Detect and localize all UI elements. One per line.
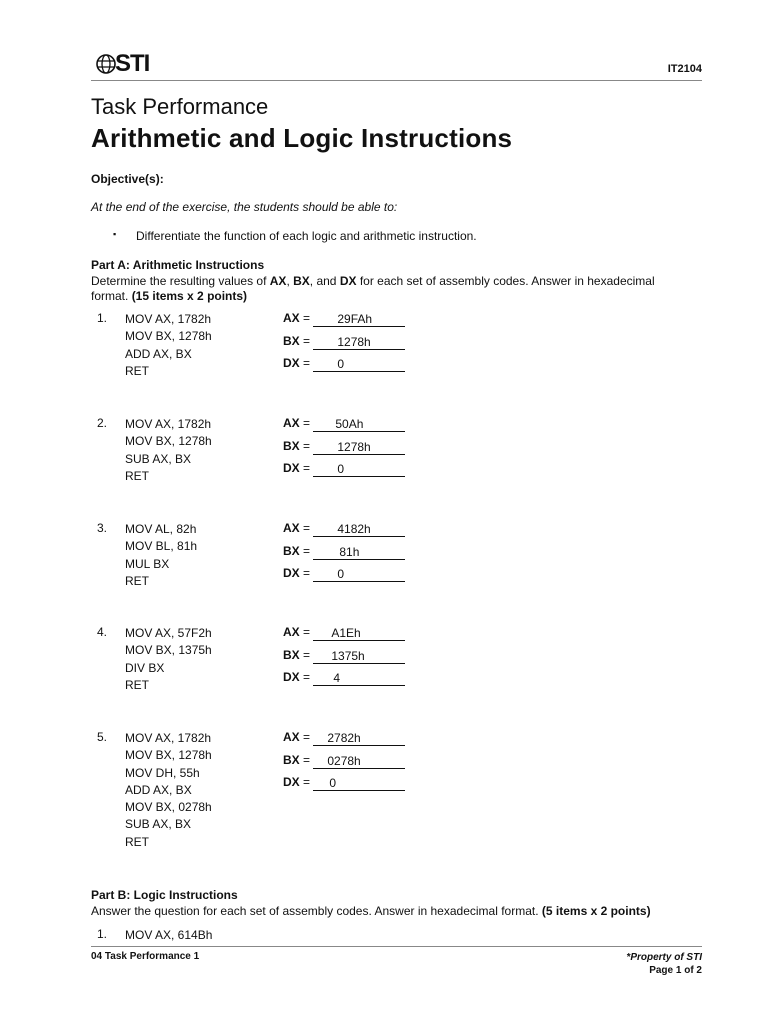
footer-right bbox=[626, 951, 702, 977]
code-line: MOV AX, 1782h bbox=[125, 417, 212, 431]
desc-ax: AX bbox=[269, 274, 287, 288]
desc-bx: BX bbox=[293, 274, 310, 288]
objective-item: Differentiate the function of each logic and arithmetic instruction. bbox=[136, 229, 477, 243]
answer-bx-field[interactable] bbox=[313, 440, 405, 455]
item-number: 1. bbox=[97, 311, 108, 325]
code-line: RET bbox=[125, 573, 149, 588]
answer-value: 0278h bbox=[327, 753, 361, 768]
answer-dx-field[interactable] bbox=[313, 671, 405, 686]
course-code: IT2104 bbox=[667, 63, 702, 75]
answer-value: A1Eh bbox=[331, 626, 361, 640]
answer-ax-field[interactable] bbox=[313, 312, 405, 327]
answer-ax bbox=[283, 621, 405, 644]
item-number: 4. bbox=[97, 625, 108, 639]
answer-ax-field[interactable] bbox=[313, 731, 405, 746]
answer-value: 0 bbox=[337, 567, 345, 581]
answer-value: 0 bbox=[337, 462, 345, 476]
answer-dx bbox=[283, 352, 405, 375]
equals: = bbox=[299, 625, 314, 639]
equals: = bbox=[299, 730, 314, 744]
reg-label: DX bbox=[283, 356, 300, 370]
equals: = bbox=[299, 311, 314, 325]
answer-bx-field[interactable] bbox=[313, 335, 405, 350]
desc-text: for each set of assembly codes. Answer in hexadecimal bbox=[356, 274, 655, 288]
answer-bx-field[interactable] bbox=[313, 754, 405, 769]
code-line: MOV BX, 1278h bbox=[125, 329, 212, 344]
reg-label: AX bbox=[283, 521, 300, 535]
item-code bbox=[125, 625, 212, 694]
footer-page: Page 1 of 2 bbox=[649, 965, 702, 976]
header-divider bbox=[91, 80, 702, 81]
answer-value: 81h bbox=[339, 544, 360, 559]
answer-dx bbox=[283, 771, 405, 794]
answer-ax bbox=[283, 517, 405, 540]
answer-value: 0 bbox=[329, 776, 337, 790]
code-line: MOV BX, 1278h bbox=[125, 434, 212, 449]
item-answers bbox=[283, 517, 405, 585]
equals: = bbox=[299, 775, 314, 789]
equals: = bbox=[299, 333, 314, 348]
answer-bx-field[interactable] bbox=[313, 545, 405, 560]
desc-points: (5 items x 2 points) bbox=[541, 904, 651, 918]
code-line: MOV DH, 55h bbox=[125, 765, 200, 780]
item-answers bbox=[283, 726, 405, 794]
equals: = bbox=[299, 356, 314, 370]
answer-dx-field[interactable] bbox=[313, 462, 405, 477]
globe-icon bbox=[95, 53, 117, 75]
code-line: RET bbox=[125, 468, 149, 483]
reg-label: DX bbox=[283, 775, 300, 789]
answer-value: 1278h bbox=[337, 334, 371, 349]
code-line: SUB AX, BX bbox=[125, 817, 192, 832]
answer-ax bbox=[283, 412, 405, 435]
equals: = bbox=[299, 670, 314, 684]
reg-label: DX bbox=[283, 566, 300, 580]
reg-label: AX bbox=[283, 311, 300, 325]
page-title: Arithmetic and Logic Instructions bbox=[91, 123, 513, 153]
answer-value: 50Ah bbox=[335, 417, 364, 431]
item-number: 5. bbox=[97, 730, 108, 744]
reg-label: BX bbox=[283, 438, 300, 453]
answer-bx bbox=[283, 644, 405, 667]
code-line: ADD AX, BX bbox=[125, 346, 192, 361]
answer-value: 1375h bbox=[331, 648, 365, 663]
answer-value: 29FAh bbox=[337, 312, 373, 326]
answer-dx-field[interactable] bbox=[313, 776, 405, 791]
code-line: MOV BX, 1375h bbox=[125, 643, 212, 658]
item-code bbox=[125, 416, 212, 485]
item-answers bbox=[283, 307, 405, 375]
desc-dx: DX bbox=[339, 274, 357, 288]
code-line: MOV AX, 57F2h bbox=[125, 626, 212, 640]
answer-bx bbox=[283, 540, 405, 563]
desc-sep: , and bbox=[309, 274, 340, 288]
equals: = bbox=[299, 566, 314, 580]
answer-dx-field[interactable] bbox=[313, 357, 405, 372]
equals: = bbox=[299, 461, 314, 475]
desc-sep: , bbox=[286, 274, 294, 288]
equals: = bbox=[299, 521, 314, 535]
item-number: 3. bbox=[97, 521, 108, 535]
part-a-description bbox=[91, 274, 703, 304]
part-b-description bbox=[91, 904, 651, 919]
answer-dx bbox=[283, 457, 405, 480]
answer-ax bbox=[283, 726, 405, 749]
part-b-heading: Part B: Logic Instructions bbox=[91, 888, 238, 902]
objectives-intro: At the end of the exercise, the students should be able to: bbox=[91, 200, 398, 214]
answer-value: 4182h bbox=[337, 522, 371, 536]
reg-label: DX bbox=[283, 670, 300, 684]
reg-label: BX bbox=[283, 543, 300, 558]
desc-text: Determine the resulting values of bbox=[91, 274, 270, 288]
reg-label: DX bbox=[283, 461, 300, 475]
answer-dx bbox=[283, 562, 405, 585]
answer-bx-field[interactable] bbox=[313, 649, 405, 664]
reg-label: BX bbox=[283, 647, 300, 662]
answer-value: 0 bbox=[337, 357, 345, 371]
answer-dx bbox=[283, 666, 405, 689]
reg-label: AX bbox=[283, 730, 300, 744]
code-line: MOV BX, 1278h bbox=[125, 748, 212, 763]
code-line: MOV AX, 1782h bbox=[125, 731, 212, 745]
reg-label: AX bbox=[283, 625, 300, 639]
item-code bbox=[125, 521, 197, 590]
page-subtitle: Task Performance bbox=[91, 94, 269, 119]
answer-bx bbox=[283, 749, 405, 772]
item-code bbox=[125, 311, 212, 380]
code-line: MUL BX bbox=[125, 556, 170, 571]
code-line: RET bbox=[125, 677, 149, 692]
code-line: SUB AX, BX bbox=[125, 451, 192, 466]
item-answers bbox=[283, 621, 405, 689]
answer-bx bbox=[283, 435, 405, 458]
equals: = bbox=[299, 438, 314, 453]
desc-text: format. bbox=[91, 289, 132, 303]
bullet-icon: ▪ bbox=[113, 229, 117, 239]
objectives-heading: Objective(s): bbox=[91, 172, 164, 186]
reg-label: AX bbox=[283, 416, 300, 430]
answer-dx-field[interactable] bbox=[313, 567, 405, 582]
code-line: DIV BX bbox=[125, 660, 165, 675]
answer-ax-field[interactable] bbox=[313, 417, 405, 432]
answer-ax-field[interactable] bbox=[313, 522, 405, 537]
code-line: RET bbox=[125, 363, 149, 378]
footer-divider bbox=[91, 946, 702, 947]
equals: = bbox=[299, 543, 314, 558]
item-code bbox=[125, 730, 212, 851]
answer-value: 2782h bbox=[327, 731, 361, 745]
equals: = bbox=[299, 416, 314, 430]
code-line: MOV AX, 614Bh bbox=[125, 928, 213, 942]
sti-logo bbox=[95, 48, 155, 78]
code-line: MOV BX, 0278h bbox=[125, 800, 212, 815]
code-line: RET bbox=[125, 834, 149, 849]
answer-bx bbox=[283, 330, 405, 353]
item-answers bbox=[283, 412, 405, 480]
item-number: 2. bbox=[97, 416, 108, 430]
desc-text: Answer the question for each set of assembly codes. Answer in hexadecimal format. bbox=[91, 904, 542, 918]
answer-value: 1278h bbox=[337, 439, 371, 454]
code-line: ADD AX, BX bbox=[125, 782, 192, 797]
equals: = bbox=[299, 647, 314, 662]
code-line: MOV AL, 82h bbox=[125, 522, 197, 536]
desc-points: (15 items x 2 points) bbox=[131, 289, 248, 303]
code-line: MOV BL, 81h bbox=[125, 539, 198, 554]
item-code bbox=[125, 927, 212, 944]
equals: = bbox=[299, 752, 314, 767]
footer-title: 04 Task Performance 1 bbox=[91, 951, 200, 962]
answer-ax-field[interactable] bbox=[313, 626, 405, 641]
item-number: 1. bbox=[97, 927, 108, 941]
reg-label: BX bbox=[283, 752, 300, 767]
answer-ax bbox=[283, 307, 405, 330]
footer-property: *Property of STI bbox=[626, 952, 702, 963]
code-line: MOV AX, 1782h bbox=[125, 312, 212, 326]
answer-value: 4 bbox=[333, 671, 341, 685]
part-a-heading: Part A: Arithmetic Instructions bbox=[91, 258, 265, 272]
logo-text: STI bbox=[115, 50, 150, 77]
reg-label: BX bbox=[283, 333, 300, 348]
